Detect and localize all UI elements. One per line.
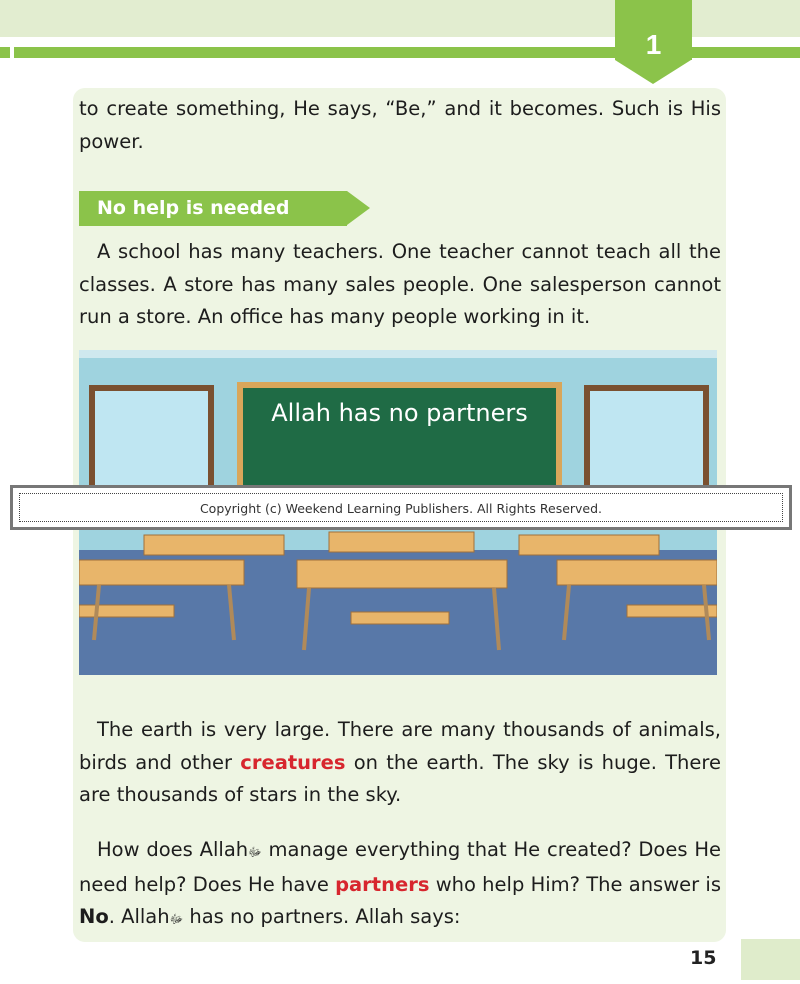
intro-text: to create something, He says, “Be,” and it becomes. Such is His power. <box>79 97 721 153</box>
honorific-symbol: ﷻ <box>169 912 184 926</box>
text: The earth is very large. There are many thousands of animals, birds and other <box>79 718 721 774</box>
header-bar <box>0 47 10 58</box>
bold-no: No <box>79 905 109 928</box>
corner-decoration <box>741 939 800 980</box>
text: on the earth. The sky is huge. There are thousands of stars in the sky. <box>79 750 721 806</box>
text: How does Allah <box>97 838 249 861</box>
honorific-symbol: ﷻ <box>248 845 262 859</box>
page-number: 15 <box>690 947 717 969</box>
paragraph-1: A school has many teachers. One teacher cannot teach all the classes. A store has many sales people. One salesperson cannot run a store. An office has many people working in it. <box>79 240 721 328</box>
paragraph-3 <box>79 834 721 936</box>
highlight-partners: partners <box>335 872 430 896</box>
copyright-banner <box>10 485 792 530</box>
text: . Allah <box>108 905 170 928</box>
paragraph-2 <box>79 714 721 812</box>
text: manage everything that He created? Does He need help? Does He have <box>79 838 722 896</box>
chapter-number-tab: 1 <box>615 0 692 60</box>
board-text: Allah has no partners <box>271 399 528 427</box>
text: has no partners. Allah says: <box>183 905 461 928</box>
highlight-creatures: creatures <box>240 750 346 774</box>
section-heading: No help is needed <box>79 191 347 226</box>
text: who help Him? The answer is <box>429 872 721 896</box>
copyright-text: Copyright (c) Weekend Learning Publishers. All Rights Reserved. <box>19 493 783 522</box>
